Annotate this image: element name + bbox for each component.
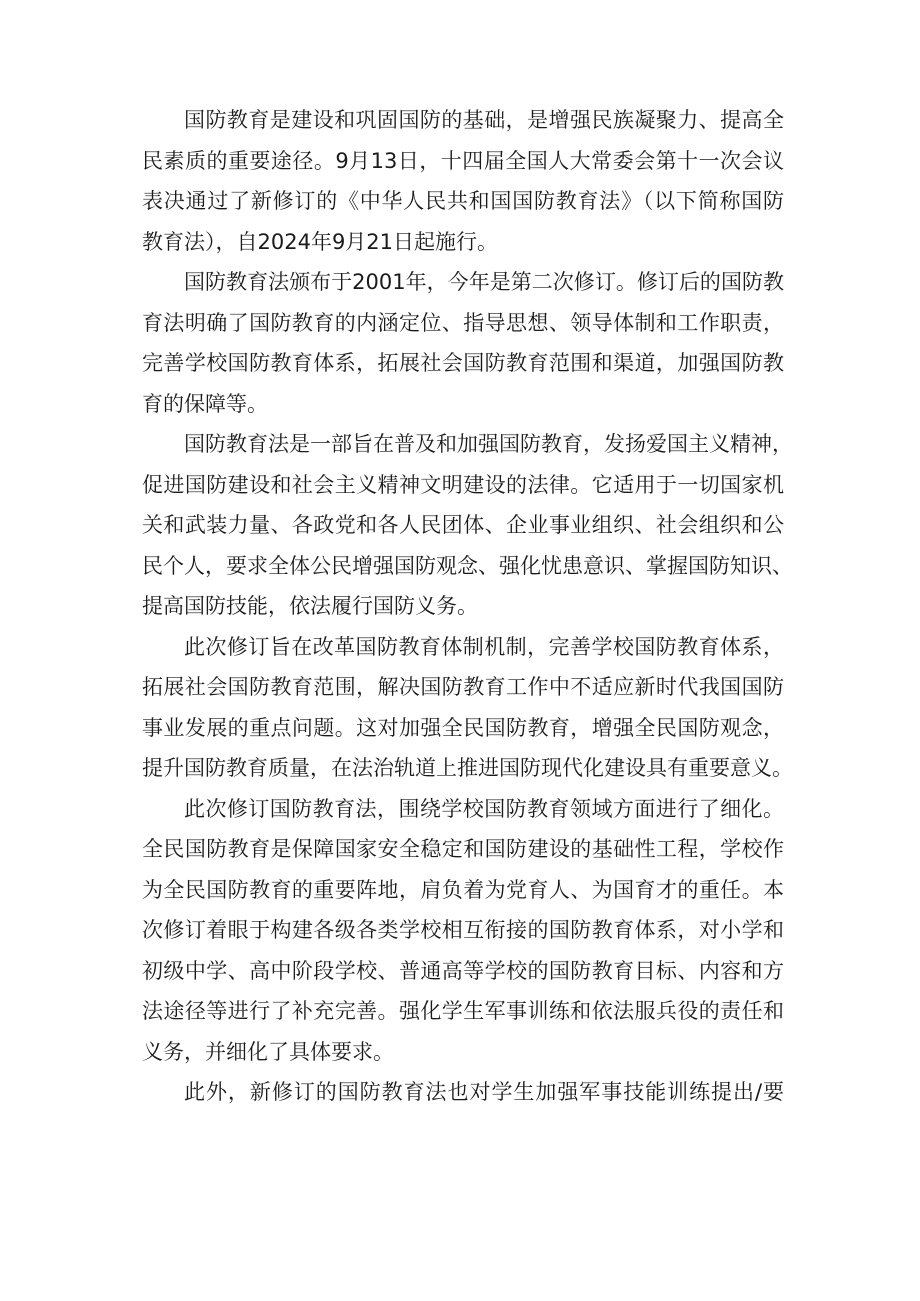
text-line: 拓展社会国防教育范围，解决国防教育工作中不适应新时代我国国防 — [142, 675, 784, 699]
text-line: 促进国防建设和社会主义精神文明建设的法律。它适用于一切国家机 — [142, 472, 784, 497]
text-line: 关和武装力量、各政党和各人民团体、企业事业组织、社会组织和公 — [142, 513, 784, 537]
text-line: 为全民国防教育的重要阵地，肩负着为党育人、为国育才的重任。本 — [142, 877, 784, 902]
document-body — [142, 100, 793, 1113]
text-line: 此次修订旨在改革国防教育体制机制，完善学校国防教育体系， — [184, 634, 784, 659]
text-line: 育法明确了国防教育的内涵定位、指导思想、领导体制和工作职责， — [142, 310, 784, 335]
text-line: 国防教育法颁布于2001年，今年是第二次修订。修订后的国防教 — [184, 270, 784, 294]
text-line: 表决通过了新修订的《中华人民共和国国防教育法》（以下简称国防 — [142, 189, 784, 213]
text-line: 义务，并细化了具体要求。 — [142, 1039, 394, 1064]
text-line: 完善学校国防教育体系，拓展社会国防教育范围和渠道，加强国防教 — [142, 351, 784, 375]
text-line: 民素质的重要途径。9月13日，十四届全国人大常委会第十一次会议 — [142, 148, 784, 173]
text-line: 教育法），自2024年9月21日起施行。 — [142, 229, 499, 254]
text-line: 育的保障等。 — [142, 391, 268, 416]
text-line: 民个人，要求全体公民增强国防观念、强化忧患意识、掌握国防知识、 — [142, 553, 793, 578]
text-line: 法途径等进行了补充完善。强化学生军事训练和依法服兵役的责任和 — [142, 999, 784, 1023]
text-line: 国防教育法是一部旨在普及和加强国防教育，发扬爱国主义精神， — [184, 432, 793, 456]
text-line: 国防教育是建设和巩固国防的基础，是增强民族凝聚力、提高全 — [184, 108, 784, 132]
text-line: 全民国防教育是保障国家安全稳定和国防建设的基础性工程，学校作 — [142, 837, 784, 861]
text-line: 次修订着眼于构建各级各类学校相互衔接的国防教育体系，对小学和 — [142, 918, 784, 942]
text-line: 初级中学、高中阶段学校、普通高等学校的国防教育目标、内容和方 — [142, 958, 784, 983]
text-line: 此外，新修订的国防教育法也对学生加强军事技能训练提出/要 — [184, 1080, 784, 1104]
text-line: 此次修订国防教育法，围绕学校国防教育领域方面进行了细化。 — [184, 796, 784, 821]
text-line: 提高国防技能，依法履行国防义务。 — [142, 594, 478, 618]
text-line: 提升国防教育质量，在法治轨道上推进国防现代化建设具有重要意义。 — [142, 756, 793, 780]
text-line: 事业发展的重点问题。这对加强全民国防教育，增强全民国防观念， — [142, 715, 784, 740]
